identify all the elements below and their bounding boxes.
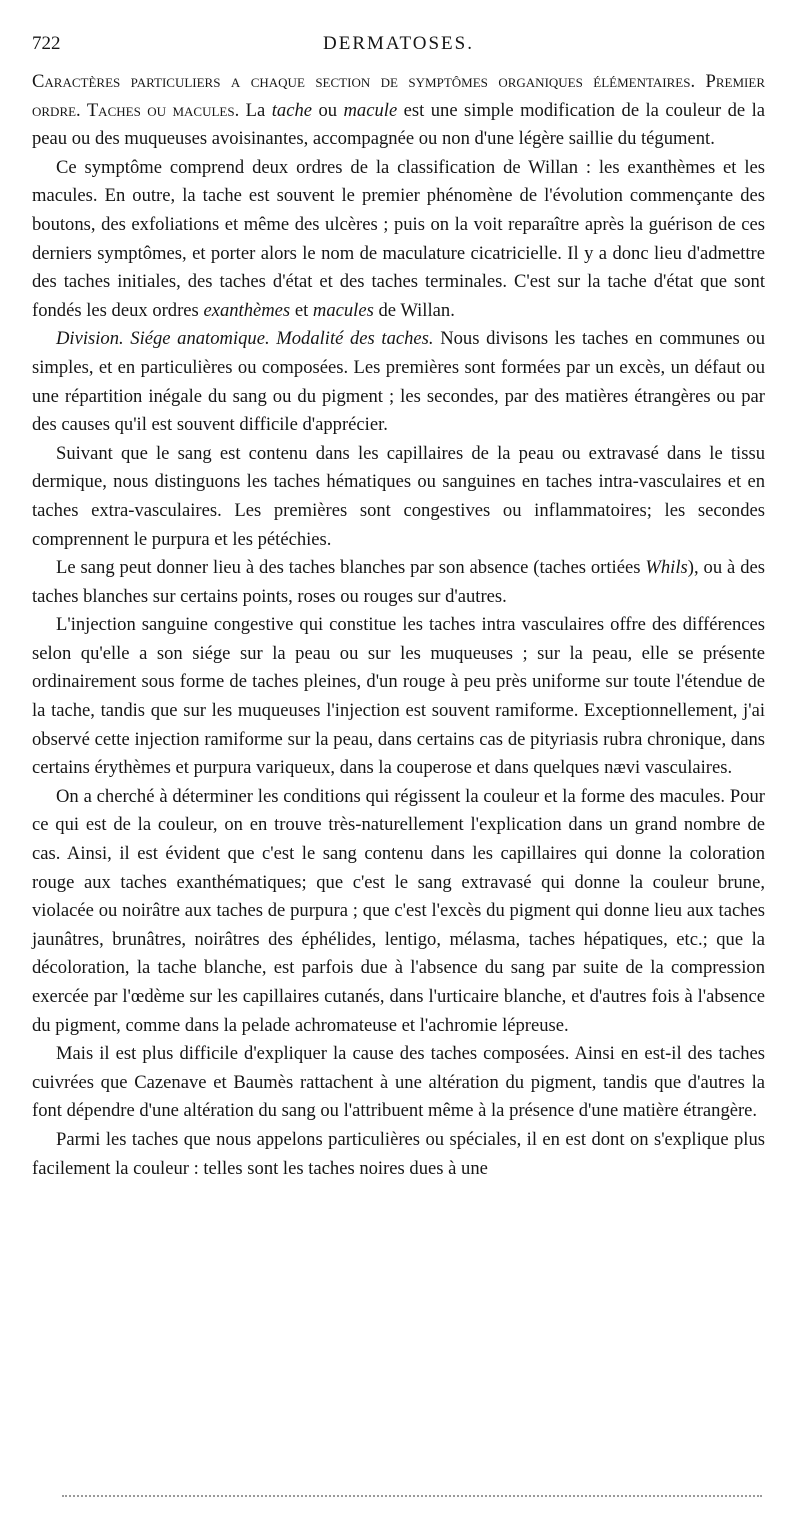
italic-term: macules [312,299,374,321]
text-run: Le sang peut donner lieu à des taches blanches par son absence (taches ortiées [56,557,646,579]
page-number: 722 [32,33,61,54]
book-page [32,30,765,1183]
text-run: La [239,99,272,121]
italic-term: Whils [645,557,688,579]
text-run: ), ou à des taches blanches sur certains points, roses ou rouges sur d'autres. [32,557,766,607]
italic-term: tache [271,99,313,121]
text-run: Nous divisons les taches en communes ou simples, et en particulières ou composées. Les premières sont formées par un excès, un défaut ou une répartition inégale du sang ou du pigment ; les secondes, par des matières étrangères ou par des causes qu'il est souvent difficile d'apprécier. [32,328,765,436]
section-heading: Caractères particuliers a chaque section de symptômes organiques élémentaires. Premier ordre. Taches ou macules. [32,71,765,121]
paragraph-division [32,325,765,439]
text-run: de Willan. [373,299,455,321]
bottom-rule [62,1495,762,1497]
paragraph-injection-sanguine: L'injection sanguine congestive qui constitue les taches intra vasculaires offre des différences selon qu'elle a son siége sur la peau ou sur les muqueuses ; sur la peau, elle se présente ordinairement sous forme de taches pleines, d'un rouge à peu près uniforme sur toute l'étendue de la tache, tandis que sur les muqueuses l'injection est souvent ramiforme. Exceptionnellement, j'ai observé cette injection ramiforme sur la peau, dans certains cas de pityriasis rubra chronique, dans certains érythèmes et purpura variqueux, dans la couperose et dans quelques nævi vasculaires. [32,614,765,779]
body-text [32,68,765,1183]
paragraph-classification-willan [32,154,765,326]
running-title: DERMATOSES. [323,33,474,54]
italic-term: exanthèmes [203,299,291,321]
text-run: Ce symptôme comprend deux ordres de la classification de Willan : les exanthèmes et les macules. En outre, la tache est souvent le premier phénomène de l'évolution commençante des boutons, des exfoliations et même des ulcères ; puis on la voit reparaître après la guérison de ces derniers symptômes, et porter alors le nom de maculature cicatricielle. Il y a donc lieu d'admettre des taches initiales, des taches d'état et des taches terminales. C'est sur la tache d'état que sont fondés les deux ordres [32,156,765,321]
italic-term: macule [343,99,398,121]
running-head [32,30,765,58]
paragraph-taches-particulieres: Parmi les taches que nous appelons particulières ou spéciales, il en est dont on s'explique plus facilement la couleur : telles sont les taches noires dues à une [32,1128,765,1179]
paragraph-taches-hematiques: Suivant que le sang est contenu dans les capillaires de la peau ou extravasé dans le tissu dermique, nous distinguons les taches hématiques ou sanguines en taches intra-vasculaires et en taches extra-vasculaires. Les premières sont congestives ou inflammatoires; les secondes comprennent le purpura et les pétéchies. [32,442,765,550]
text-run: et [290,299,313,321]
paragraph-taches-ou-macules [32,68,765,154]
italic-subheading: Division. Siége anatomique. Modalité des taches. [56,328,434,350]
paragraph-couleur-des-macules: On a cherché à déterminer les conditions qui régissent la couleur et la forme des macules. Pour ce qui est de la couleur, on en trouve très-naturellement l'explication dans un grand nombre de cas. Ainsi, il est évident que c'est le sang contenu dans les capillaires qui donne la coloration rouge aux taches exanthématiques; que c'est le sang extravasé qui donne la couleur brune, violacée ou noirâtre aux taches de purpura ; que c'est l'excès du pigment qui donne lieu aux taches jaunâtres, brunâtres, noirâtres des éphélides, lentigo, mélasma, taches hépatiques, etc.; que la décoloration, la tache blanche, est parfois due à l'absence du sang par suite de la compression exercée par l'œdème sur les capillaires cutanés, dans l'urticaire blanche, et d'autres fois à l'absence du pigment, comme dans la pelade achromateuse et l'achromie lépreuse. [32,785,765,1036]
paragraph-taches-composees: Mais il est plus difficile d'expliquer la cause des taches composées. Ainsi en est-il des taches cuivrées que Cazenave et Baumès rattachent à une altération du pigment, tandis que d'autres la font dépendre d'une altération du sang ou l'attribuent même à la présence d'une matière étrangère. [32,1043,765,1122]
text-run: est une simple modification de la couleur de la peau ou des muqueuses avoisinantes, accompagnée ou non d'une légère saillie du tégument. [32,99,765,150]
text-run: ou [312,99,344,121]
paragraph-taches-blanches [32,554,765,611]
